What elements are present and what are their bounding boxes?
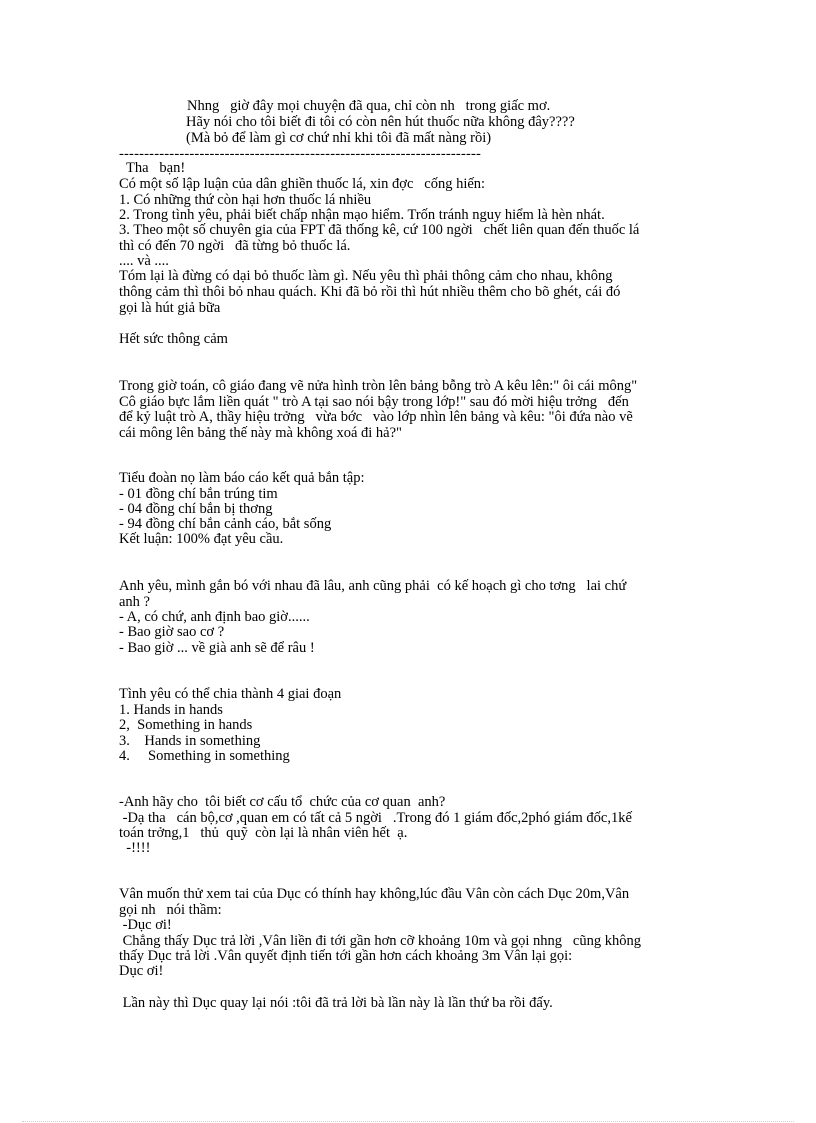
smoking-summary-2: thông cảm thì thôi bỏ nhau quách. Khi đã bỏ rồi thì hút nhiều thêm cho bõ ghét, cái đó: [119, 284, 621, 300]
hearing-joke-line-2: gọi nh nói thầm:: [119, 902, 222, 918]
battalion-item-2: - 04 đồng chí bắn bị thơng: [119, 501, 273, 517]
beard-joke-line-5: - Bao giờ ... về già anh sẽ để râu !: [119, 640, 315, 656]
office-joke-line-1: -Anh hãy cho tôi biết cơ cấu tổ chức của cơ quan anh?: [119, 794, 446, 810]
love-stage-4: 4. Something in something: [119, 748, 290, 764]
poem-line-1: Nhng giờ đây mọi chuyện đã qua, chỉ còn nh trong giấc mơ.: [187, 98, 551, 114]
hearing-joke-line-1: Vân muốn thử xem tai của Dục có thính hay không,lúc đầu Vân còn cách Dục 20m,Vân: [119, 886, 630, 902]
separator-line: ------------------------------------------------------------------------: [119, 146, 482, 162]
beard-joke-line-2: anh ?: [119, 594, 150, 610]
smoking-point-3: 3. Theo một số chuyên gia của FPT đã thống kê, cứ 100 ngời chết liên quan đến thuốc lá: [119, 222, 640, 238]
smoking-ellipsis: .... và ....: [119, 253, 169, 269]
hearing-joke-line-6: Dục ơi!: [119, 963, 164, 979]
office-joke-line-4: -!!!!: [119, 840, 151, 856]
math-joke-line-3: để kỷ luật trò A, thầy hiệu trởng vừa bớc vào lớp nhìn lên bảng và kêu: "ôi đứa nào vẽ: [119, 409, 633, 425]
battalion-intro: Tiểu đoàn nọ làm báo cáo kết quả bắn tập:: [119, 470, 365, 486]
office-joke-line-3: toán trởng,1 thủ quỹ còn lại là nhân viên hết ạ.: [119, 825, 408, 841]
smoking-summary-1: Tóm lại là đừng có dại bỏ thuốc làm gì. Nếu yêu thì phải thông cảm cho nhau, không: [119, 268, 613, 284]
smoking-point-1: 1. Có những thứ còn hại hơn thuốc lá nhiều: [119, 192, 372, 208]
love-stage-3: 3. Hands in something: [119, 733, 261, 749]
battalion-conclusion: Kết luận: 100% đạt yêu cầu.: [119, 531, 284, 547]
math-joke-line-1: Trong giờ toán, cô giáo đang vẽ nửa hình tròn lên bảng bỗng trò A kêu lên:" ôi cái mông": [119, 378, 638, 394]
smoking-intro: Có một số lập luận của dân ghiền thuốc lá, xin đợc cống hiến:: [119, 176, 486, 192]
poem-line-3: (Mà bỏ để làm gì cơ chứ nhỉ khi tôi đã mất nàng rồi): [186, 130, 492, 146]
beard-joke-line-1: Anh yêu, mình gắn bó với nhau đã lâu, anh cũng phải có kế hoạch gì cho tơng lai chứ: [119, 578, 627, 594]
math-joke-line-4: cái mông lên bảng thế này mà không xoá đi hả?": [119, 425, 402, 441]
hearing-joke-line-5: thấy Dục trả lời .Vân quyết định tiến tới gần hơn cách khoảng 3m Vân lại gọi:: [119, 948, 573, 964]
hearing-joke-line-7: Lần này thì Dục quay lại nói :tôi đã trả lời bà lần này là lần thứ ba rồi đấy.: [119, 995, 553, 1011]
smoking-point-3-cont: thì có đến 70 ngời đã từng bỏ thuốc lá.: [119, 238, 351, 254]
love-stages-intro: Tình yêu có thể chia thành 4 giai đoạn: [119, 686, 342, 702]
greeting: Tha bạn!: [119, 160, 186, 176]
math-joke-line-2: Cô giáo bực lắm liền quát " trò A tại sao nói bậy trong lớp!" sau đó mời hiệu trởng đến: [119, 394, 629, 410]
beard-joke-line-4: - Bao giờ sao cơ ?: [119, 624, 225, 640]
battalion-item-1: - 01 đồng chí bắn trúng tim: [119, 486, 278, 502]
office-joke-line-2: -Dạ tha cán bộ,cơ ,quan em có tất cả 5 ngời .Trong đó 1 giám đốc,2phó giám đốc,1kế: [119, 810, 632, 826]
battalion-item-3: - 94 đồng chí bắn cảnh cáo, bắt sống: [119, 516, 332, 532]
poem-line-2: Hãy nói cho tôi biết đi tôi có còn nên hút thuốc nữa không đây????: [186, 114, 575, 130]
hearing-joke-line-3: -Dục ơi!: [119, 917, 172, 933]
smoking-point-2: 2. Trong tình yêu, phải biết chấp nhận mạo hiểm. Trốn tránh nguy hiểm là hèn nhát.: [119, 207, 605, 223]
love-stage-1: 1. Hands in hands: [119, 702, 223, 718]
smoking-summary-3: gọi là hút giả bữa: [119, 300, 221, 316]
hearing-joke-line-4: Chẳng thấy Dục trả lời ,Vân liền đi tới gần hơn cỡ khoảng 10m và gọi nhng cũng không: [119, 933, 641, 949]
love-stage-2: 2, Something in hands: [119, 717, 253, 733]
beard-joke-line-3: - A, có chứ, anh định bao giờ......: [119, 609, 310, 625]
page-bottom-border: [22, 1121, 794, 1122]
smoking-closing: Hết sức thông cảm: [119, 331, 228, 347]
